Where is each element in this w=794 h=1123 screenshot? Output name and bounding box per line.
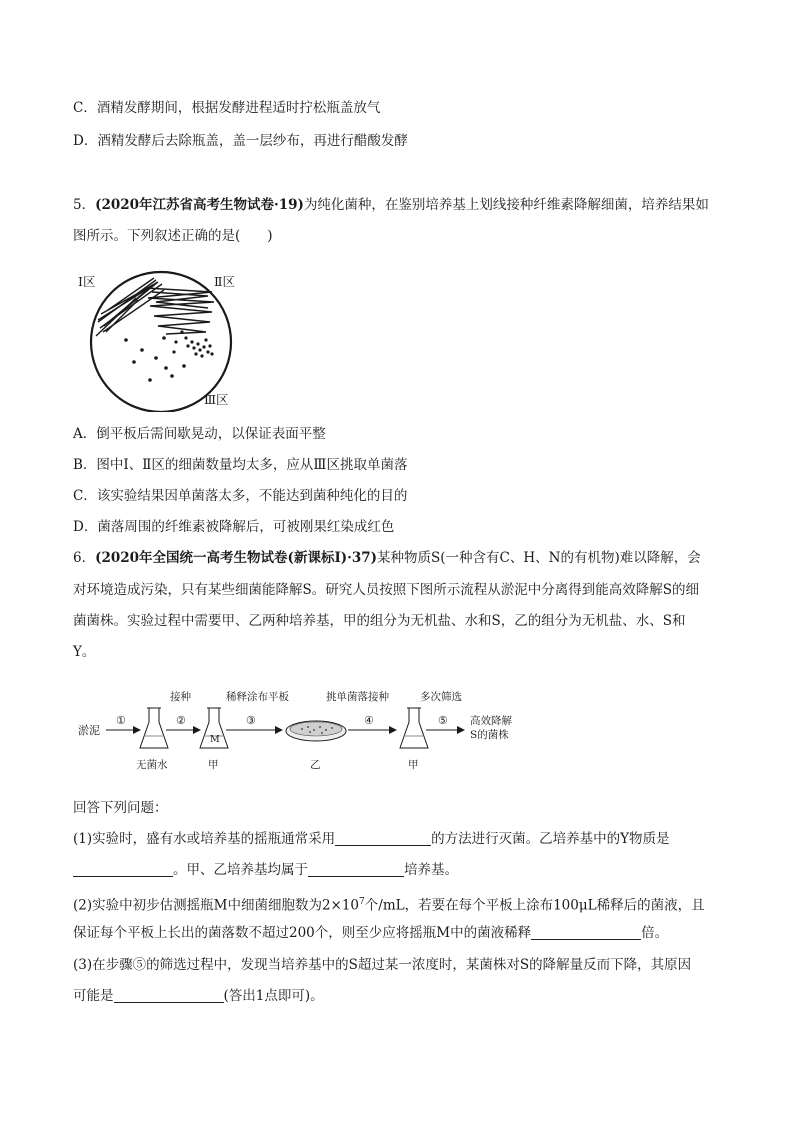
under-label-water: 无菌水 [136,759,168,771]
step-label-screening: 多次筛选 [420,691,462,703]
q6-sub2-line2 [73,923,733,943]
zone-3-colonies [124,330,213,381]
step-label-inoculate: 接种 [170,691,191,703]
answer-blank-2[interactable] [73,862,173,877]
q6-sub1-text-b: 的方法进行灭菌。乙培养基中的Y物质是 [431,831,670,847]
q6-sub2-text-a: (2)实验中初步估测摇瓶M中细菌细胞数为2×10 [73,897,360,914]
q6-number: 6． [73,550,96,566]
q5-stem-line1 [73,195,733,215]
answer-blank-5[interactable] [114,988,224,1003]
answer-blank-3[interactable] [308,862,404,877]
q6-sub2-exponent: 7 [359,897,365,907]
q6-prompt: 回答下列问题： [73,800,168,816]
q5-option-a: A．倒平板后需间歇晃动，以保证表面平整 [73,426,326,442]
q5-source: (2020年江苏省高考生物试卷·19) [95,197,304,213]
flask-jia-2 [400,708,428,748]
petri-dish-figure [76,262,246,412]
q4-option-c: C．酒精发酵期间，根据发酵进程适时拧松瓶盖放气 [73,100,381,116]
step-4: ④ [364,714,374,727]
q6-sub2-text-d: 倍。 [641,925,669,941]
q5-option-b: B．图中Ⅰ、Ⅱ区的细菌数量均太多，应从Ⅲ区挑取单菌落 [73,457,408,473]
step-5: ⑤ [438,714,448,727]
q4-option-d: D．酒精发酵后去除瓶盖，盖一层纱布，再进行醋酸发酵 [73,133,408,149]
q6-sub3-line2 [73,986,733,1006]
q5-stem-text1: 为纯化菌种，在鉴别培养基上划线接种纤维素降解细菌，培养结果如 [303,197,709,213]
q6-source: (2020年全国统一高考生物试卷(新课标Ⅰ)·37) [95,550,378,566]
zone-2-label: Ⅱ区 [214,274,235,289]
q6-sub1-text-d: 培养基。 [404,862,458,878]
under-label-jia-1: 甲 [208,759,219,771]
step-2: ② [176,714,186,727]
q6-stem-line4: Y。 [73,644,96,660]
q6-stem-line1 [73,548,733,568]
petri-plate [286,721,346,741]
q6-sub2-text-c: 保证每个平板上长出的菌落数不超过200个，则至少应将摇瓶M中的菌液稀释 [73,925,532,941]
q6-sub3-text-c: (答出1点即可)。 [223,988,324,1004]
zone-1-label: Ⅰ区 [78,274,96,289]
under-label-yi: 乙 [310,759,321,771]
step-3: ③ [246,714,256,727]
q6-sub2-text-b: 个/mL，若要在每个平板上涂布100μL稀释后的菌液，且 [364,897,705,914]
q6-sub2-line1 [73,892,733,916]
q6-sub1-text-a: (1)实验时，盛有水或培养基的摇瓶通常采用 [73,831,336,847]
q5-stem-line2: 图所示。下列叙述正确的是( ) [73,228,273,244]
q6-stem-line2: 对环境造成污染，只有某些细菌能降解S。研究人员按照下图所示流程从淤泥中分离得到能高效降解S的细 [73,582,699,598]
zone-3-label: Ⅲ区 [204,392,229,407]
flask-sterile-water [140,708,168,748]
under-label-jia-2: 甲 [408,759,419,771]
q6-sub1-text-c: 。甲、乙培养基均属于 [173,862,308,878]
end-label-line1: 高效降解 [470,715,512,727]
step-label-spread-plate: 稀释涂布平板 [226,691,289,703]
q6-sub3-line1: (3)在步骤⑤的筛选过程中，发现当培养基中的S超过某一浓度时，某菌株对S的降解量反而下降，其原因 [73,957,692,973]
q5-option-c: C．该实验结果因单菌落太多，不能达到菌种纯化的目的 [73,488,408,504]
step-label-pick-colony: 挑单菌落接种 [326,691,389,703]
end-label-line2: S的菌株 [470,729,509,741]
q6-stem-line3: 菌菌株。实验过程中需要甲、乙两种培养基，甲的组分为无机盐、水和S，乙的组分为无机盐、水、S和 [73,613,686,629]
q6-stem-text1: 某种物质S(一种含有C、H、N的有机物)难以降解，会 [377,550,701,566]
q6-sub1-line2 [73,860,733,880]
step-1: ① [116,714,126,727]
q5-number: 5． [73,197,96,213]
q6-sub3-text-b: 可能是 [73,988,114,1004]
flow-diagram [78,684,558,774]
answer-blank-1[interactable] [335,831,431,846]
q5-option-d: D．菌落周围的纤维素被降解后，可被刚果红染成红色 [73,519,395,535]
flask-M-label: M [210,734,220,745]
answer-blank-4[interactable] [531,925,641,940]
q6-sub1-line1 [73,829,733,849]
flow-start-label: 淤泥 [78,724,100,737]
